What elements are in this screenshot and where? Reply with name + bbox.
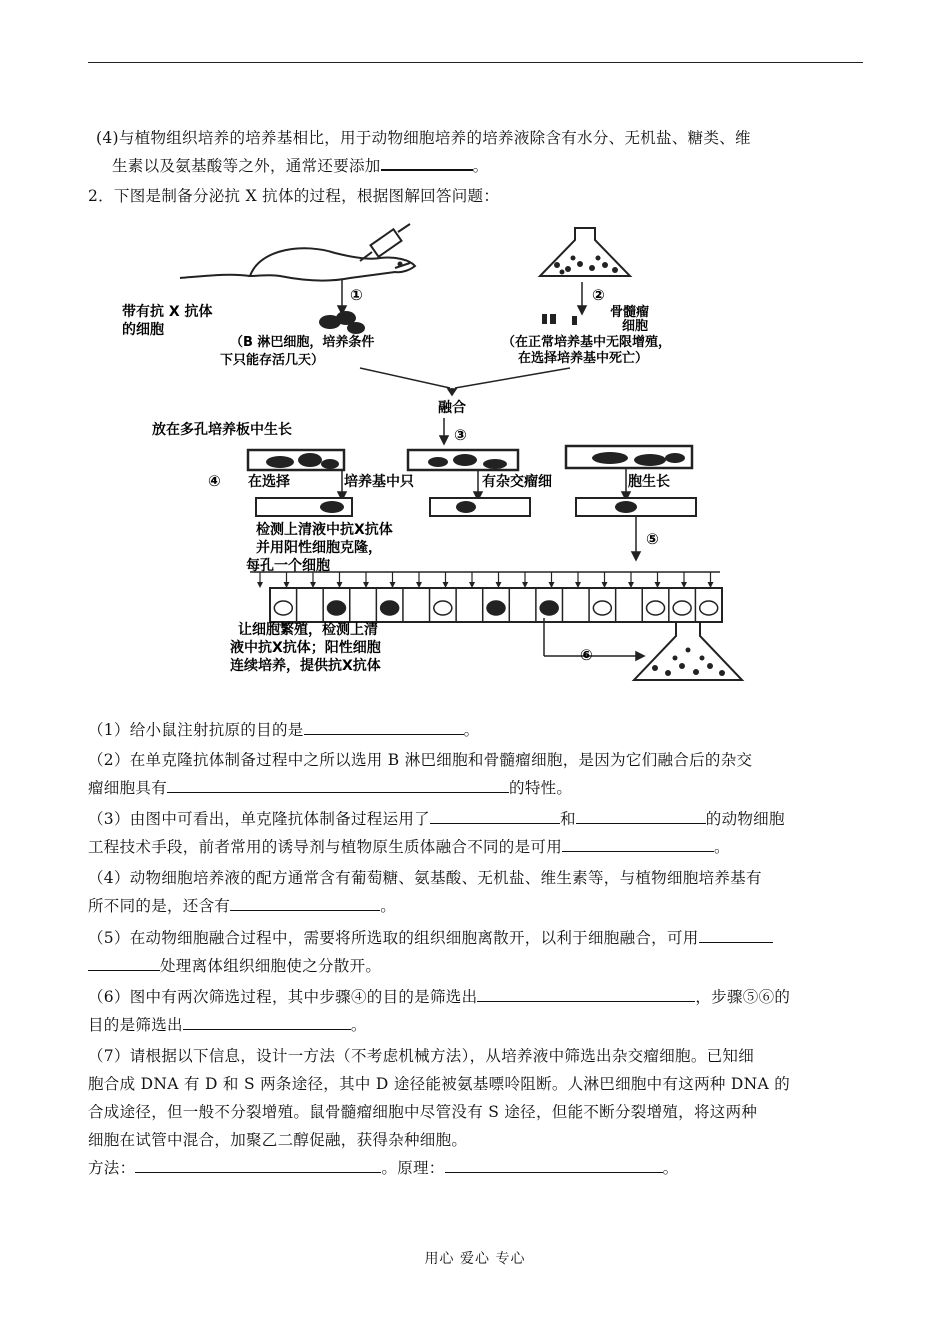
myeloma-label-2: 细胞	[622, 319, 649, 334]
step-3-label: ③	[454, 426, 467, 444]
q6-answer-blank-1[interactable]	[477, 986, 695, 1002]
page-footer: 用心 爱心 专心	[424, 1251, 526, 1267]
myeloma-flask	[540, 228, 630, 276]
q1-item4-text: 生素以及氨基酸等之外，通常还要添加	[112, 157, 381, 175]
q6-line2-text: 目的是筛选出	[88, 1016, 183, 1034]
step-4-label: ④	[208, 472, 221, 490]
myeloma-label-1: 骨髓瘤	[610, 305, 650, 320]
q3-line1-text: （3）由图中可看出，单克隆抗体制备过程运用了	[88, 810, 430, 828]
q3-answer-blank-3[interactable]	[562, 836, 714, 852]
antibody-cell-label-2: 的细胞	[122, 322, 164, 338]
q1-item4	[96, 124, 866, 180]
clone-cell	[274, 601, 292, 615]
question-6	[88, 983, 864, 1039]
q2-title: 2．下图是制备分泌抗 X 抗体的过程，根据图解回答问题：	[88, 187, 500, 205]
q4-line1: （4）动物细胞培养液的配方通常含有葡萄糖、氨基酸、无机盐、维生素等，与植物细胞培养基有	[88, 869, 762, 887]
q4-end: 。	[380, 897, 397, 915]
clone-arrows	[257, 572, 714, 588]
method-label: 方法：	[88, 1159, 136, 1177]
select-text-3: 有杂交瘤细	[482, 474, 552, 490]
question-4	[88, 864, 864, 920]
q1-item4-line2	[96, 152, 866, 180]
clone-cell	[593, 601, 611, 615]
q2-answer-blank[interactable]	[167, 777, 509, 793]
culture-text-1: 让细胞繁殖，检测上清	[238, 622, 378, 638]
question-1	[88, 716, 864, 744]
q5-answer-blank-2[interactable]	[88, 955, 160, 971]
q3-answer-blank-1[interactable]	[430, 808, 560, 824]
q7-line1: （7）请根据以下信息，设计一方法（不考虑机械方法），从培养液中筛选出杂交瘤细胞。已知细	[88, 1047, 755, 1065]
select-text-4: 胞生长	[628, 474, 670, 490]
syringe-icon	[360, 224, 410, 261]
fusion-label: 融合	[438, 400, 466, 416]
detect-text-2: 并用阳性细胞克隆，	[256, 540, 382, 556]
select-text-2: 培养基中只	[344, 474, 414, 490]
antibody-cell-label: 带有抗 X 抗体	[122, 304, 213, 320]
culture-text-2: 液中抗X抗体；阳性细胞	[230, 640, 381, 656]
detect-text-3: 每孔一个细胞	[246, 558, 330, 574]
q3-answer-blank-2[interactable]	[576, 808, 706, 824]
header-rule	[88, 62, 863, 63]
question-7	[88, 1042, 864, 1182]
principle-answer-blank[interactable]	[445, 1157, 663, 1173]
principle-label: 。原理：	[381, 1159, 445, 1177]
q1-answer-blank[interactable]	[304, 719, 464, 735]
q6-line1-text: （6）图中有两次筛选过程，其中步骤④的目的是筛选出	[88, 988, 478, 1006]
q1-item4-line1: (4)与植物组织培养的培养基相比，用于动物细胞培养的培养液除含有水分、无机盐、糖类、维	[96, 129, 751, 147]
q1-text: （1）给小鼠注射抗原的目的是	[88, 721, 304, 739]
answer-blank[interactable]	[381, 154, 473, 171]
clone-cell	[540, 601, 558, 615]
question-3	[88, 805, 864, 861]
step-5-label: ⑤	[646, 530, 659, 548]
step-6-label: ⑥	[580, 646, 593, 664]
question-5	[88, 924, 864, 980]
detect-text-1: 检测上清液中抗X抗体	[256, 522, 393, 538]
q1-item4-end: 。	[472, 157, 489, 175]
bcell-note-1: （B 淋巴细胞，培养条件	[230, 335, 375, 350]
clone-cell	[487, 601, 505, 615]
clone-cell	[647, 601, 665, 615]
q7-line2: 胞合成 DNA 有 D 和 S 两条途径，其中 D 途径能被氨基嘌呤阻断。人淋巴细胞中有这两种 DNA 的	[88, 1075, 791, 1093]
bcell-note-2: 下只能存活几天）	[220, 353, 325, 368]
q6-answer-blank-2[interactable]	[183, 1014, 351, 1030]
clone-arrow-head	[257, 582, 263, 588]
myeloma-note-1: （在正常培养基中无限增殖，	[502, 335, 672, 350]
q5-end: 处理离体组织细胞使之分散开。	[160, 957, 382, 975]
clone-cell	[673, 601, 691, 615]
myeloma-cells-image	[542, 314, 577, 325]
q3-line1-end: 的动物细胞	[705, 810, 785, 828]
plate-label: 放在多孔培养板中生长	[152, 422, 292, 438]
step-1-label: ①	[350, 286, 363, 304]
q3-and: 和	[559, 810, 576, 828]
clone-cell	[434, 601, 452, 615]
step-2-label: ②	[592, 286, 605, 304]
clone-wells	[270, 588, 722, 622]
q7-line4: 细胞在试管中混合，加聚乙二醇促融，获得杂种细胞。	[88, 1131, 468, 1149]
q3-end: 。	[714, 838, 730, 856]
method-answer-blank[interactable]	[135, 1157, 381, 1173]
q2-end: 的特性。	[509, 779, 573, 797]
q5-line1-text: （5）在动物细胞融合过程中，需要将所选取的组织细胞离散开，以利于细胞融合，可用	[88, 929, 699, 947]
q6-line1-end: ，步骤⑤⑥的	[695, 988, 791, 1006]
question-2	[88, 746, 864, 802]
culture-text-3: 连续培养，提供抗X抗体	[230, 658, 381, 674]
q2-line2-text: 瘤细胞具有	[88, 779, 168, 797]
antibody-flask	[634, 622, 742, 680]
b-cells-image	[319, 311, 365, 334]
select-text-1: 在选择	[248, 474, 290, 490]
q4-line2-text: 所不同的是，还含有	[88, 897, 231, 915]
q5-answer-blank-1[interactable]	[699, 927, 773, 943]
q2-line1: （2）在单克隆抗体制备过程中之所以选用 B 淋巴细胞和骨髓瘤细胞，是因为它们融合后的杂交	[88, 751, 753, 769]
q7-line3: 合成途径，但一般不分裂增殖。鼠骨髓瘤细胞中尽管没有 S 途径，但能不断分裂增殖，将这两种	[88, 1103, 758, 1121]
clone-cell	[327, 601, 345, 615]
clone-cell	[700, 601, 718, 615]
clone-cell	[381, 601, 399, 615]
q3-line2-text: 工程技术手段，前者常用的诱导剂与植物原生质体融合不同的是可用	[88, 838, 563, 856]
q4-answer-blank[interactable]	[230, 895, 380, 911]
q1-end: 。	[463, 721, 480, 739]
q6-end: 。	[350, 1016, 367, 1034]
hybridoma-diagram	[110, 218, 830, 693]
myeloma-note-2: 在选择培养基中死亡）	[518, 351, 649, 366]
q7-end: 。	[662, 1159, 679, 1177]
